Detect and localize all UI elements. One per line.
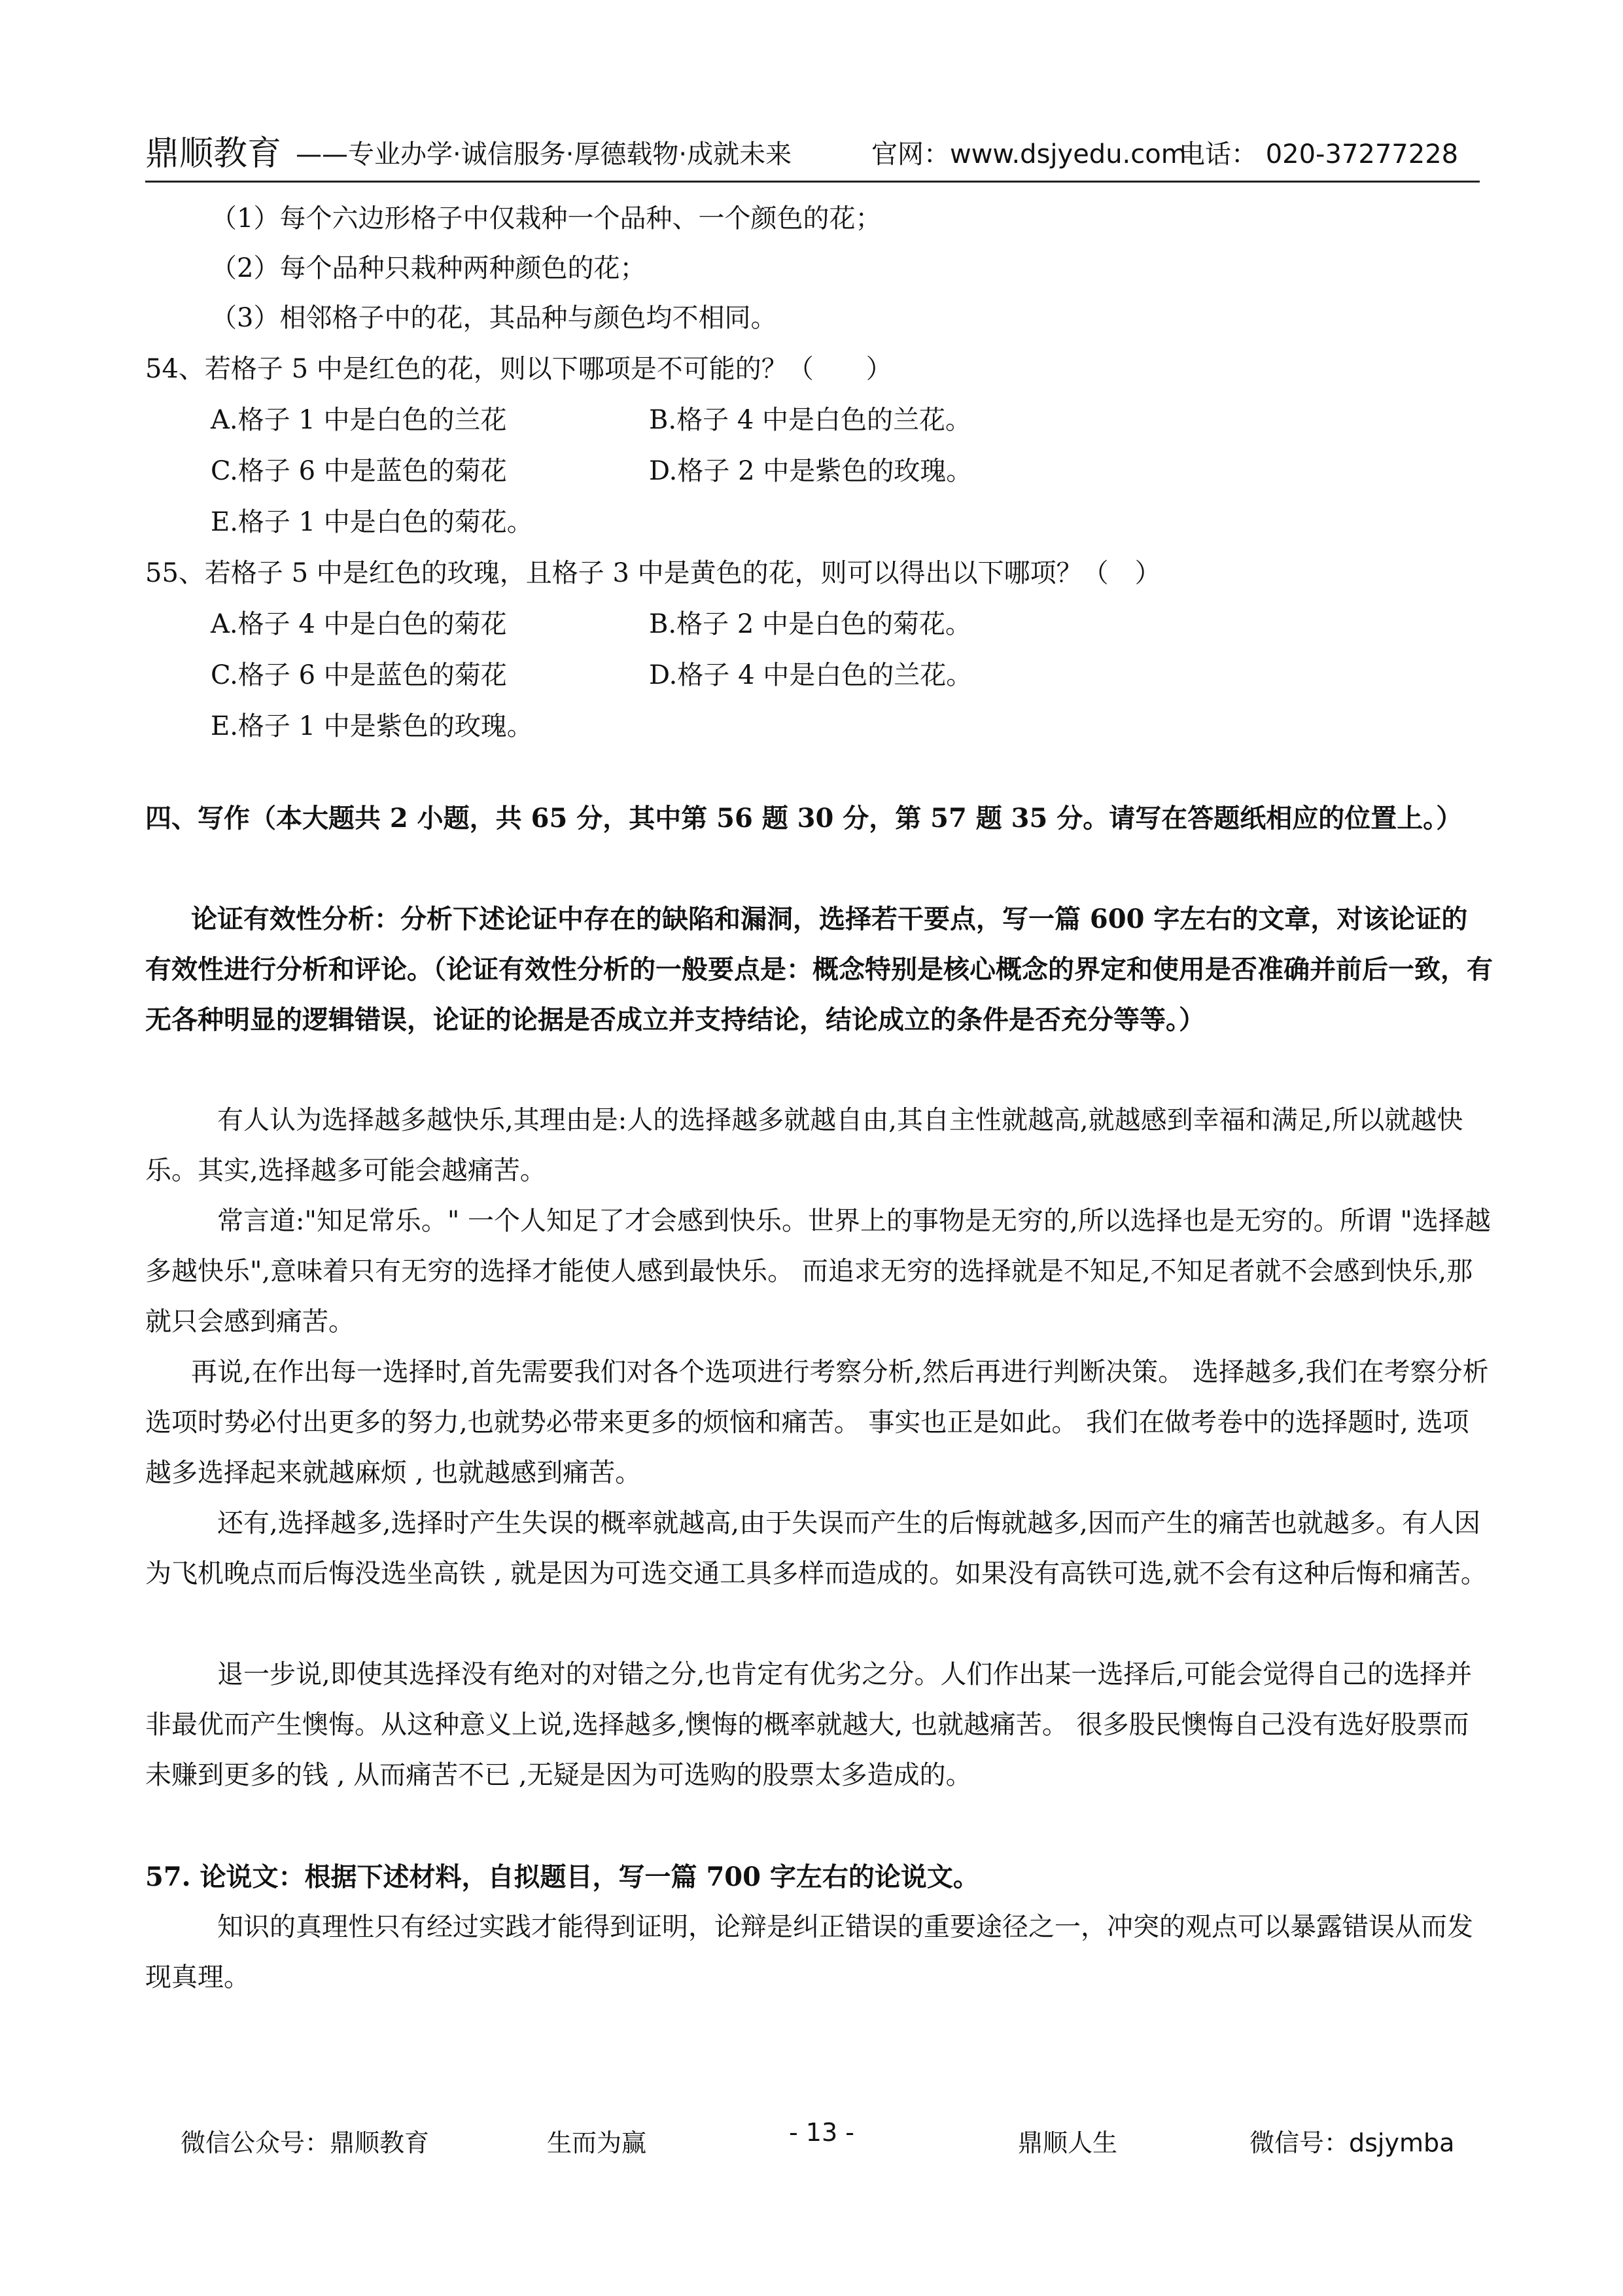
argument-paragraph-1: 有人认为选择越多越快乐,其理由是:人的选择越多就越自由,其自主性就越高,就越感到幸福和满足,所以就越快乐。其实,选择越多可能会越痛苦。: [145, 1105, 1463, 1186]
q54-option-c: C.格子 6 中是蓝色的菊花: [211, 456, 507, 486]
brand-slogan: ——专业办学·诚信服务·厚德载物·成就未来: [296, 139, 792, 169]
phone-number: 电话： 020-37277228: [1179, 139, 1459, 169]
footer-wechat-id: 微信号：dsjymba: [1249, 2128, 1455, 2157]
header-divider: [145, 181, 1480, 183]
q54-option-d: D.格子 2 中是紫色的玫瑰。: [649, 456, 973, 486]
q55-option-e: E.格子 1 中是紫色的玫瑰。: [211, 711, 533, 741]
question-57-material: 知识的真理性只有经过实践才能得到证明，论辩是纠正错误的重要途径之一，冲突的观点可以暴露错误从而发现真理。: [145, 1912, 1473, 1992]
rule-2: （2）每个品种只栽种两种颜色的花；: [211, 253, 646, 283]
q55-option-d: D.格子 4 中是白色的兰花。: [649, 660, 973, 690]
argument-analysis-instruction: 论证有效性分析：分析下述论证中存在的缺陷和漏洞，选择若干要点，写一篇 600 字左右的文章，对该论证的有效性进行分析和评论。（论证有效性分析的一般要点是：概念特别是核心概念的界定和使用是否准确并前后一致，有无各种明显的逻辑错误，论证的论据是否成立并支持结论，结论成立的条件是否充分等等。）: [145, 904, 1493, 1035]
brand-name: 鼎顺教育: [145, 134, 282, 173]
page-footer: [0, 2118, 1623, 2163]
q55-option-c: C.格子 6 中是蓝色的菊花: [211, 660, 507, 690]
footer-life: 鼎顺人生: [1018, 2128, 1118, 2157]
page-header: [145, 131, 1480, 177]
q54-option-b: B.格子 4 中是白色的兰花。: [649, 405, 971, 435]
argument-paragraph-2: 常言道:"知足常乐。" 一个人知足了才会感到快乐。世界上的事物是无穷的,所以选择也是无穷的。所谓 "选择越多越快乐",意味着只有无穷的选择才能使人感到最快乐。 而追求无穷的选择就是不知足,不知足者就不会感到快乐,那就只会感到痛苦。: [145, 1206, 1491, 1337]
q54-option-e: E.格子 1 中是白色的菊花。: [211, 507, 533, 537]
q55-option-a: A.格子 4 中是白色的菊花: [211, 609, 507, 639]
argument-paragraph-3: 再说,在作出每一选择时,首先需要我们对各个选项进行考察分析,然后再进行判断决策。 选择越多,我们在考察分析选项时势必付出更多的努力,也就势必带来更多的烦恼和痛苦。 事实也正是如此。 我们在做考卷中的选择题时, 选项越多选择起来就越麻烦 , 也就越感到痛苦。: [145, 1357, 1489, 1488]
argument-paragraph-5: 退一步说,即使其选择没有绝对的对错之分,也肯定有优劣之分。人们作出某一选择后,可能会觉得自己的选择并非最优而产生懊悔。从这种意义上说,选择越多,懊悔的概率就越大, 也就越痛苦。 很多股民懊悔自己没有选好股票而未赚到更多的钱 , 从而痛苦不已 ,无疑是因为可选购的股票太多造成的。: [145, 1659, 1473, 1790]
q55-option-b: B.格子 2 中是白色的菊花。: [649, 609, 971, 639]
rule-1: （1）每个六边形格子中仅栽种一个品种、一个颜色的花；: [211, 203, 882, 234]
page-number: - 13 -: [789, 2118, 854, 2147]
argument-paragraph-4: 还有,选择越多,选择时产生失误的概率就越高,由于失误而产生的后悔就越多,因而产生的痛苦也就越多。有人因为飞机晚点而后悔没选坐高铁 , 就是因为可选交通工具多样而造成的。如果没有高铁可选,就不会有这种后悔和痛苦。: [145, 1508, 1487, 1589]
footer-motto: 生而为赢: [547, 2128, 647, 2157]
footer-wechat-public: 微信公众号：鼎顺教育: [181, 2128, 430, 2157]
q54-option-a: A.格子 1 中是白色的兰花: [211, 405, 507, 435]
question-54-stem: 54、若格子 5 中是红色的花，则以下哪项是不可能的？（ ）: [145, 354, 892, 384]
website: 官网：www.dsjyedu.com: [871, 139, 1187, 169]
writing-section-title: 四、写作（本大题共 2 小题，共 65 分，其中第 56 题 30 分，第 57 题 35 分。请写在答题纸相应的位置上。）: [145, 803, 1463, 834]
question-55-stem: 55、若格子 5 中是红色的玫瑰，且格子 3 中是黄色的花，则可以得出以下哪项？（ ）: [145, 558, 1161, 588]
rule-3: （3）相邻格子中的花，其品种与颜色均不相同。: [211, 303, 777, 333]
question-57-title: 57. 论说文：根据下述材料，自拟题目，写一篇 700 字左右的论说文。: [145, 1862, 979, 1892]
